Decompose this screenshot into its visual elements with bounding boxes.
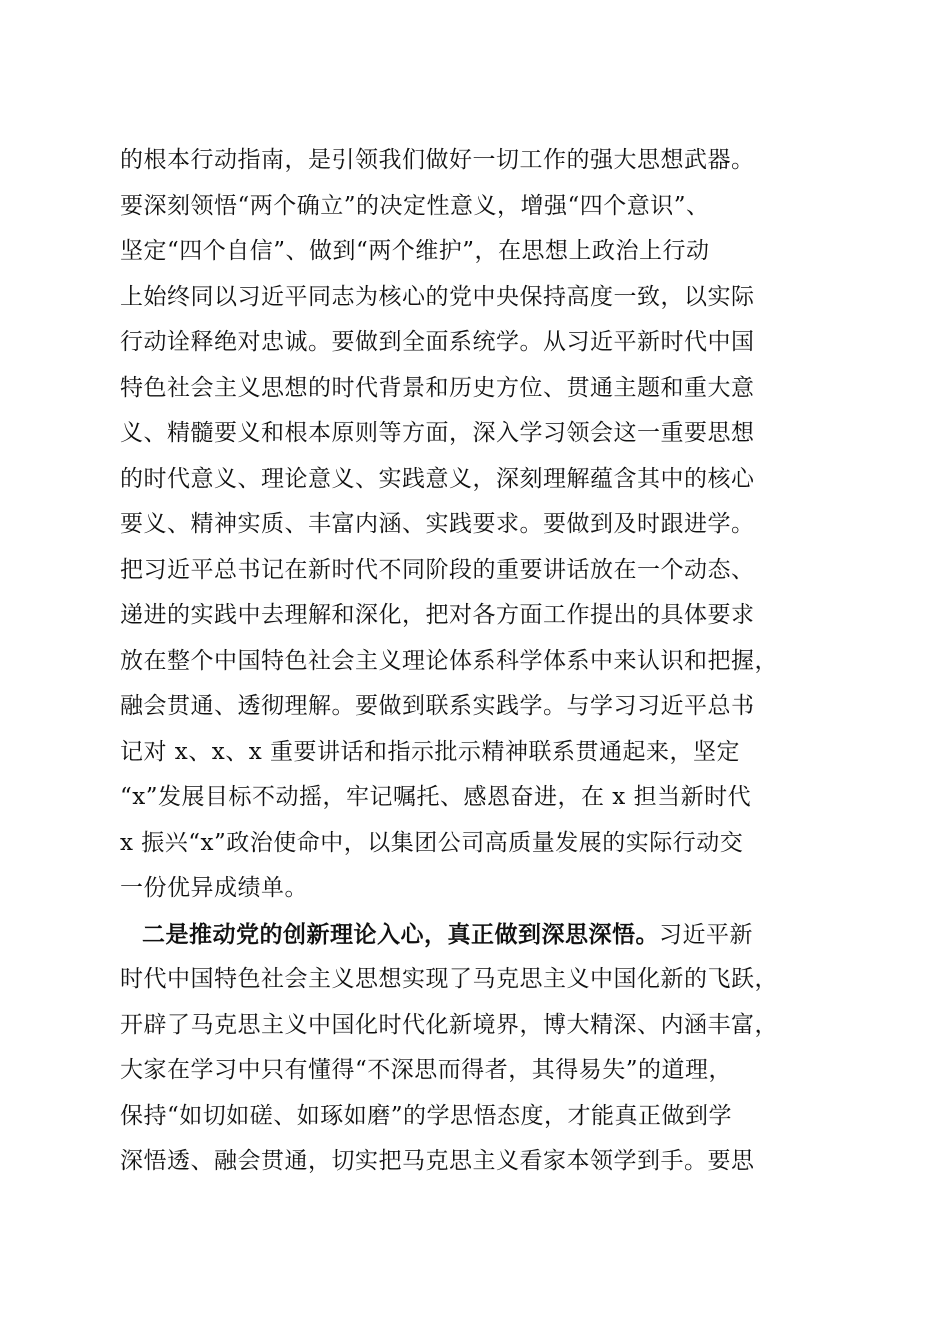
text-line: 要深刻领悟“两个确立”的决定性意义，增强“四个意识”、: [120, 192, 710, 219]
text-line: 放在整个中国特色社会主义理论体系科学体系中来认识和把握，: [120, 647, 778, 674]
section-heading: 二是推动党的创新理论入心，真正做到深思深悟。: [142, 920, 659, 948]
text-line: 行动诠释绝对忠诚。要做到全面系统学。从习近平新时代中国: [120, 329, 755, 355]
text-line: 融会贯通、透彻理解。要做到联系实践学。与学习习近平总书: [120, 693, 755, 719]
text-line: 上始终同以习近平同志为核心的党中央保持高度一致，以实际: [120, 283, 755, 310]
text-line: 一份优异成绩单。: [120, 875, 308, 901]
text-line: 把习近平总书记在新时代不同阶段的重要讲话放在一个动态、: [120, 556, 755, 583]
text-line: 义、精髓要义和根本原则等方面，深入学习领会这一重要思想: [120, 420, 755, 446]
text-line: 深悟透、融会贯通，切实把马克思主义看家本领学到手。要思: [120, 1148, 755, 1174]
text-line: 大家在学习中只有懂得“不深思而得者，其得易失”的道理，: [120, 1057, 733, 1083]
text-line: 记对 x、x、x 重要讲话和指示批示精神联系贯通起来，坚定: [120, 738, 741, 765]
text-line: 保持“如切如磋、如琢如磨”的学思悟态度，才能真正做到学: [120, 1102, 733, 1129]
body-text: [120, 138, 835, 1185]
text-line: 坚定“四个自信”、做到“两个维护”，在思想上政治上行动: [120, 238, 710, 264]
text-line: “x”发展目标不动摇，牢记嘱托、感恩奋进，在 x 担当新时代: [120, 784, 752, 810]
text-line: 时代中国特色社会主义思想实现了马克思主义中国化新的飞跃，: [120, 966, 778, 992]
text-line: 特色社会主义思想的时代背景和历史方位、贯通主题和重大意: [120, 374, 755, 401]
text-line: 递进的实践中去理解和深化，把对各方面工作提出的具体要求: [120, 602, 755, 628]
text-line: x 振兴“x”政治使命中，以集团公司高质量发展的实际行动交: [120, 829, 744, 856]
text-line: 的时代意义、理论意义、实践意义，深刻理解蕴含其中的核心: [120, 465, 755, 492]
section-first-rest: 习近平新: [659, 921, 753, 948]
text-line: 的根本行动指南，是引领我们做好一切工作的强大思想武器。: [120, 147, 755, 173]
section-first-line: [120, 912, 835, 958]
text-line: 开辟了马克思主义中国化时代化新境界，博大精深、内涵丰富，: [120, 1011, 778, 1038]
text-line: 要义、精神实质、丰富内涵、实践要求。要做到及时跟进学。: [120, 511, 755, 537]
